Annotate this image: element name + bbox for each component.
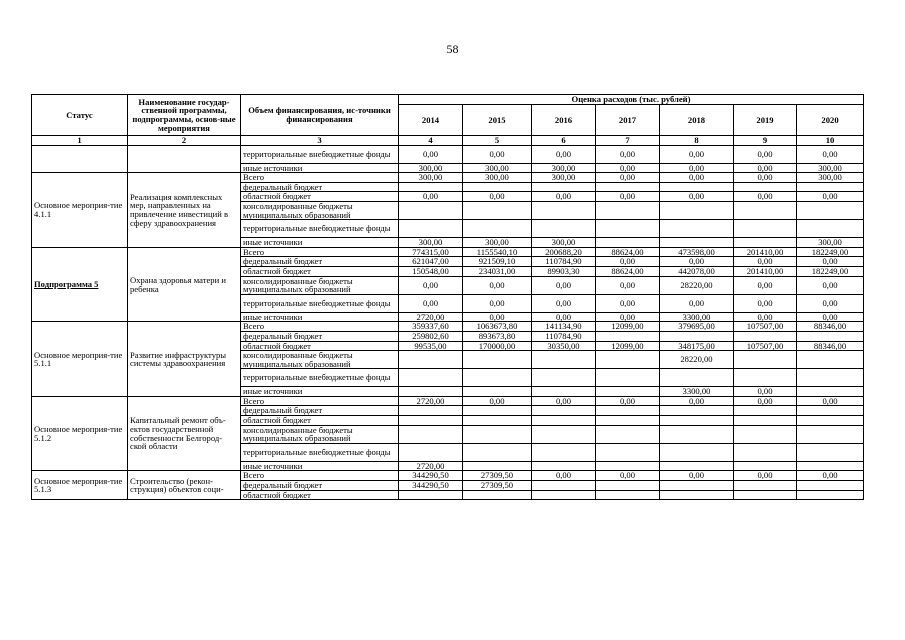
budget-table — [31, 94, 864, 500]
value-2015 — [463, 220, 532, 238]
value-2017 — [596, 481, 660, 491]
financing-source: областной бюджет — [241, 416, 399, 426]
value-2018: 0,00 — [660, 145, 734, 163]
financing-source: федеральный бюджет — [241, 331, 399, 341]
value-2014 — [399, 416, 463, 426]
column-number: 1 — [32, 136, 128, 146]
row-program-name: Развитие инфраструктуры системы здравоохранения — [128, 322, 241, 397]
value-2016 — [532, 201, 596, 219]
value-2016 — [532, 220, 596, 238]
row-status: Основное мероприя-тие 5.1.2 — [32, 396, 128, 471]
value-2019: 0,00 — [734, 294, 797, 312]
column-number: 3 — [241, 136, 399, 146]
value-2019: 0,00 — [734, 257, 797, 267]
value-2018 — [660, 331, 734, 341]
financing-source: иные источники — [241, 238, 399, 248]
value-2020: 182249,00 — [797, 266, 864, 276]
value-2016 — [532, 425, 596, 443]
value-2018 — [660, 238, 734, 248]
value-2017: 0,00 — [596, 294, 660, 312]
value-2015: 0,00 — [463, 396, 532, 406]
value-2016: 89903,30 — [532, 266, 596, 276]
value-2014 — [399, 351, 463, 369]
value-2020: 0,00 — [797, 471, 864, 481]
value-2016: 300,00 — [532, 173, 596, 183]
value-2014: 0,00 — [399, 192, 463, 202]
value-2015: 1063673,80 — [463, 322, 532, 332]
value-2019 — [734, 425, 797, 443]
financing-source: Всего — [241, 322, 399, 332]
value-2015: 921509,10 — [463, 257, 532, 267]
value-2017: 0,00 — [596, 257, 660, 267]
value-2015 — [463, 351, 532, 369]
table-row — [32, 471, 864, 481]
value-2015: 0,00 — [463, 312, 532, 322]
value-2014 — [399, 220, 463, 238]
financing-source: иные источники — [241, 387, 399, 397]
row-program-name: Охрана здоровья матери и ребенка — [128, 247, 241, 322]
value-2019 — [734, 490, 797, 500]
value-2017 — [596, 461, 660, 471]
value-2020 — [797, 490, 864, 500]
value-2017 — [596, 220, 660, 238]
value-2014: 2720,00 — [399, 396, 463, 406]
value-2014 — [399, 490, 463, 500]
value-2014: 300,00 — [399, 173, 463, 183]
value-2016 — [532, 406, 596, 416]
value-2015: 0,00 — [463, 294, 532, 312]
header-estimate: Оценка расходов (тыс. рублей) — [399, 95, 864, 105]
value-2014: 2720,00 — [399, 312, 463, 322]
value-2019 — [734, 406, 797, 416]
value-2017 — [596, 238, 660, 248]
value-2015 — [463, 387, 532, 397]
financing-source: консолидированные бюджеты муниципальных образований — [241, 425, 399, 443]
value-2017 — [596, 387, 660, 397]
value-2020 — [797, 369, 864, 387]
financing-source: иные источники — [241, 163, 399, 173]
value-2020: 88346,00 — [797, 341, 864, 351]
value-2019 — [734, 416, 797, 426]
value-2020 — [797, 425, 864, 443]
value-2018 — [660, 425, 734, 443]
value-2019: 0,00 — [734, 387, 797, 397]
value-2014: 300,00 — [399, 163, 463, 173]
header-year-2016: 2016 — [532, 105, 596, 136]
value-2020: 0,00 — [797, 312, 864, 322]
value-2019 — [734, 182, 797, 192]
value-2015: 300,00 — [463, 238, 532, 248]
financing-source: территориальные внебюджетные фонды — [241, 294, 399, 312]
value-2020 — [797, 416, 864, 426]
value-2018 — [660, 406, 734, 416]
financing-source: иные источники — [241, 312, 399, 322]
value-2018: 3300,00 — [660, 312, 734, 322]
value-2016 — [532, 490, 596, 500]
value-2014: 344290,50 — [399, 471, 463, 481]
header-year-2018: 2018 — [660, 105, 734, 136]
table-row — [32, 173, 864, 183]
value-2018: 0,00 — [660, 192, 734, 202]
value-2019: 0,00 — [734, 145, 797, 163]
value-2014 — [399, 443, 463, 461]
row-program-name: Реализация комплексных мер, направленных на привлечение инвестиций в сферу здравоохранения — [128, 173, 241, 248]
header-year-2019: 2019 — [734, 105, 797, 136]
value-2019: 0,00 — [734, 163, 797, 173]
value-2019: 0,00 — [734, 173, 797, 183]
value-2020 — [797, 182, 864, 192]
value-2017: 0,00 — [596, 312, 660, 322]
table-row — [32, 396, 864, 406]
value-2020 — [797, 220, 864, 238]
value-2020: 0,00 — [797, 276, 864, 294]
table-row — [32, 247, 864, 257]
value-2019: 107507,00 — [734, 322, 797, 332]
value-2014 — [399, 201, 463, 219]
column-number: 6 — [532, 136, 596, 146]
value-2020: 0,00 — [797, 396, 864, 406]
value-2016 — [532, 443, 596, 461]
value-2017: 0,00 — [596, 163, 660, 173]
header-year-2020: 2020 — [797, 105, 864, 136]
value-2015 — [463, 490, 532, 500]
value-2017: 0,00 — [596, 396, 660, 406]
column-number: 9 — [734, 136, 797, 146]
value-2019: 0,00 — [734, 192, 797, 202]
value-2015 — [463, 416, 532, 426]
value-2020: 88346,00 — [797, 322, 864, 332]
value-2015: 0,00 — [463, 276, 532, 294]
value-2014: 300,00 — [399, 238, 463, 248]
financing-source: федеральный бюджет — [241, 406, 399, 416]
value-2019 — [734, 351, 797, 369]
value-2019: 0,00 — [734, 471, 797, 481]
value-2018: 379695,00 — [660, 322, 734, 332]
value-2015: 170000,00 — [463, 341, 532, 351]
value-2016: 300,00 — [532, 163, 596, 173]
value-2014: 0,00 — [399, 145, 463, 163]
value-2019: 201410,00 — [734, 266, 797, 276]
header-program-name: Наименование государ-ственной программы, подпрограммы, основ-ные мероприятия — [128, 95, 241, 136]
value-2015: 300,00 — [463, 173, 532, 183]
column-number: 10 — [797, 136, 864, 146]
value-2014 — [399, 387, 463, 397]
value-2014: 621047,00 — [399, 257, 463, 267]
value-2016: 0,00 — [532, 294, 596, 312]
value-2014: 150548,00 — [399, 266, 463, 276]
row-program-name: Строительство (рекон-струкция) объектов соци- — [128, 471, 241, 500]
value-2018 — [660, 461, 734, 471]
column-number: 2 — [128, 136, 241, 146]
value-2016: 200688,20 — [532, 247, 596, 257]
value-2017 — [596, 406, 660, 416]
value-2018: 348175,00 — [660, 341, 734, 351]
value-2015 — [463, 461, 532, 471]
value-2015 — [463, 182, 532, 192]
value-2017 — [596, 351, 660, 369]
value-2016: 0,00 — [532, 192, 596, 202]
value-2016: 30350,00 — [532, 341, 596, 351]
value-2016 — [532, 182, 596, 192]
value-2018: 0,00 — [660, 294, 734, 312]
row-status: Основное мероприя-тие 4.1.1 — [32, 173, 128, 248]
value-2017: 0,00 — [596, 173, 660, 183]
row-status: Основное мероприя-тие 5.1.3 — [32, 471, 128, 500]
value-2018: 0,00 — [660, 173, 734, 183]
value-2019 — [734, 331, 797, 341]
value-2020: 300,00 — [797, 163, 864, 173]
value-2014: 0,00 — [399, 294, 463, 312]
value-2017: 0,00 — [596, 145, 660, 163]
column-number: 5 — [463, 136, 532, 146]
value-2017 — [596, 443, 660, 461]
column-number: 8 — [660, 136, 734, 146]
header-year-2017: 2017 — [596, 105, 660, 136]
page-number: 58 — [446, 42, 459, 56]
value-2018: 0,00 — [660, 396, 734, 406]
value-2016: 0,00 — [532, 396, 596, 406]
value-2014 — [399, 406, 463, 416]
header-status: Статус — [32, 95, 128, 136]
financing-source: консолидированные бюджеты муниципальных образований — [241, 276, 399, 294]
value-2014: 359337,60 — [399, 322, 463, 332]
value-2016: 0,00 — [532, 471, 596, 481]
value-2016 — [532, 416, 596, 426]
value-2014: 99535,00 — [399, 341, 463, 351]
value-2020 — [797, 201, 864, 219]
value-2017: 0,00 — [596, 192, 660, 202]
value-2017 — [596, 201, 660, 219]
value-2018 — [660, 443, 734, 461]
financing-source: территориальные внебюджетные фонды — [241, 443, 399, 461]
value-2019: 0,00 — [734, 312, 797, 322]
row-program-name — [128, 145, 241, 173]
value-2015: 234031,00 — [463, 266, 532, 276]
value-2017 — [596, 416, 660, 426]
value-2020 — [797, 406, 864, 416]
value-2017 — [596, 425, 660, 443]
value-2019: 0,00 — [734, 276, 797, 294]
value-2016: 300,00 — [532, 238, 596, 248]
value-2014: 774315,00 — [399, 247, 463, 257]
value-2017: 0,00 — [596, 471, 660, 481]
value-2019 — [734, 461, 797, 471]
header-financing: Объем финансирования, ис-точники финансирования — [241, 95, 399, 136]
value-2017 — [596, 490, 660, 500]
value-2020 — [797, 351, 864, 369]
value-2016 — [532, 461, 596, 471]
column-number: 7 — [596, 136, 660, 146]
value-2015 — [463, 201, 532, 219]
value-2014: 2720,00 — [399, 461, 463, 471]
value-2015 — [463, 369, 532, 387]
value-2018: 28220,00 — [660, 351, 734, 369]
value-2014: 344290,50 — [399, 481, 463, 491]
value-2019 — [734, 369, 797, 387]
value-2019 — [734, 220, 797, 238]
value-2020: 0,00 — [797, 257, 864, 267]
value-2015: 27309,50 — [463, 471, 532, 481]
value-2014 — [399, 425, 463, 443]
column-number: 4 — [399, 136, 463, 146]
value-2018 — [660, 182, 734, 192]
value-2014 — [399, 182, 463, 192]
value-2015: 1155540,10 — [463, 247, 532, 257]
value-2017: 88624,00 — [596, 247, 660, 257]
financing-source: Всего — [241, 173, 399, 183]
value-2020 — [797, 387, 864, 397]
financing-source: областной бюджет — [241, 341, 399, 351]
value-2016 — [532, 351, 596, 369]
financing-source: территориальные внебюджетные фонды — [241, 369, 399, 387]
row-status: Основное мероприя-тие 5.1.1 — [32, 322, 128, 397]
value-2014 — [399, 369, 463, 387]
financing-source: Всего — [241, 396, 399, 406]
table-row — [32, 145, 864, 163]
financing-source: территориальные внебюджетные фонды — [241, 220, 399, 238]
financing-source: Всего — [241, 247, 399, 257]
value-2019 — [734, 238, 797, 248]
value-2015: 0,00 — [463, 192, 532, 202]
value-2017 — [596, 369, 660, 387]
value-2020: 0,00 — [797, 192, 864, 202]
value-2018 — [660, 490, 734, 500]
value-2018: 3300,00 — [660, 387, 734, 397]
financing-source: областной бюджет — [241, 266, 399, 276]
value-2020 — [797, 331, 864, 341]
value-2020: 0,00 — [797, 294, 864, 312]
value-2016: 141134,90 — [532, 322, 596, 332]
value-2016: 0,00 — [532, 312, 596, 322]
value-2019 — [734, 443, 797, 461]
value-2015 — [463, 406, 532, 416]
value-2015 — [463, 443, 532, 461]
financing-source: областной бюджет — [241, 192, 399, 202]
value-2017: 12099,00 — [596, 341, 660, 351]
value-2016: 0,00 — [532, 145, 596, 163]
value-2016 — [532, 481, 596, 491]
value-2014: 0,00 — [399, 276, 463, 294]
financing-source: федеральный бюджет — [241, 257, 399, 267]
value-2020 — [797, 461, 864, 471]
value-2018 — [660, 369, 734, 387]
value-2018: 0,00 — [660, 257, 734, 267]
value-2015: 893673,80 — [463, 331, 532, 341]
header-year-2014: 2014 — [399, 105, 463, 136]
value-2018: 442078,00 — [660, 266, 734, 276]
value-2018 — [660, 220, 734, 238]
table-row — [32, 322, 864, 332]
value-2015: 300,00 — [463, 163, 532, 173]
value-2015: 27309,50 — [463, 481, 532, 491]
value-2019 — [734, 201, 797, 219]
row-status: Подпрограмма 5 — [32, 247, 128, 322]
value-2020: 300,00 — [797, 238, 864, 248]
value-2019 — [734, 481, 797, 491]
value-2017: 88624,00 — [596, 266, 660, 276]
value-2018: 0,00 — [660, 471, 734, 481]
value-2020: 300,00 — [797, 173, 864, 183]
financing-source: территориальные внебюджетные фонды — [241, 145, 399, 163]
financing-source: федеральный бюджет — [241, 182, 399, 192]
financing-source: федеральный бюджет — [241, 481, 399, 491]
value-2018 — [660, 416, 734, 426]
value-2014: 259802,60 — [399, 331, 463, 341]
value-2018 — [660, 201, 734, 219]
value-2020 — [797, 443, 864, 461]
value-2018: 0,00 — [660, 163, 734, 173]
row-program-name: Капитальный ремонт объ-ектов государственной собственности Белгород-ской области — [128, 396, 241, 471]
value-2019: 0,00 — [734, 396, 797, 406]
value-2016: 110784,90 — [532, 257, 596, 267]
value-2019: 201410,00 — [734, 247, 797, 257]
value-2020: 0,00 — [797, 145, 864, 163]
value-2017 — [596, 182, 660, 192]
financing-source: иные источники — [241, 461, 399, 471]
value-2016 — [532, 369, 596, 387]
value-2020 — [797, 481, 864, 491]
value-2018: 473598,00 — [660, 247, 734, 257]
value-2015: 0,00 — [463, 145, 532, 163]
financing-source: консолидированные бюджеты муниципальных образований — [241, 351, 399, 369]
value-2017: 0,00 — [596, 276, 660, 294]
value-2016 — [532, 387, 596, 397]
value-2015 — [463, 425, 532, 443]
value-2020: 182249,00 — [797, 247, 864, 257]
value-2018 — [660, 481, 734, 491]
value-2017: 12099,00 — [596, 322, 660, 332]
financing-source: Всего — [241, 471, 399, 481]
value-2017 — [596, 331, 660, 341]
value-2019: 107507,00 — [734, 341, 797, 351]
financing-source: консолидированные бюджеты муниципальных образований — [241, 201, 399, 219]
row-status — [32, 145, 128, 173]
value-2016: 0,00 — [532, 276, 596, 294]
value-2016: 110784,90 — [532, 331, 596, 341]
financing-source: областной бюджет — [241, 490, 399, 500]
value-2018: 28220,00 — [660, 276, 734, 294]
header-year-2015: 2015 — [463, 105, 532, 136]
